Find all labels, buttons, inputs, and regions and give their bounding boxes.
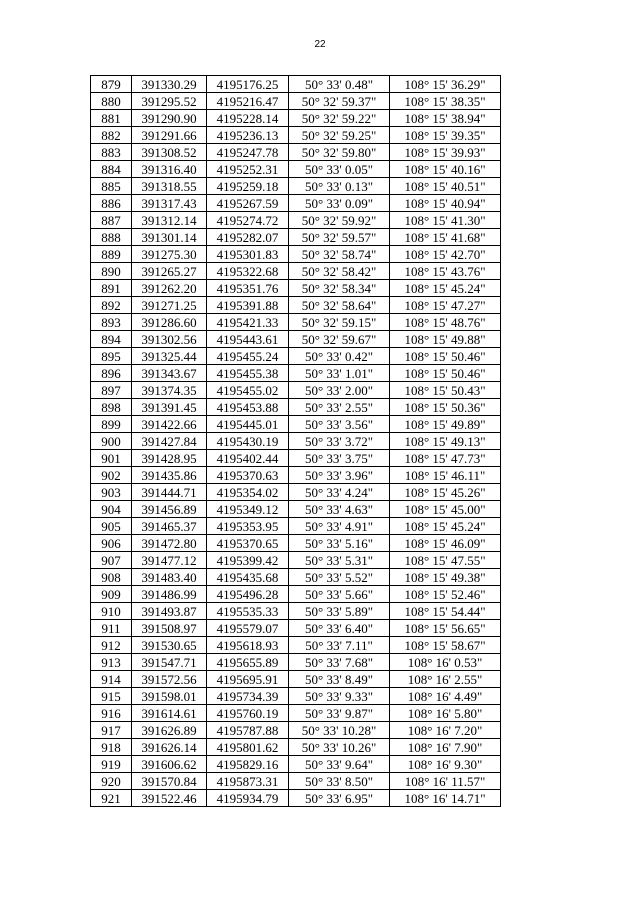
y-coordinate-cell: 4195370.63 <box>207 467 289 484</box>
longitude-cell: 108° 15' 49.88" <box>390 331 501 348</box>
x-coordinate-cell: 391290.90 <box>132 110 207 127</box>
y-coordinate-cell: 4195535.33 <box>207 603 289 620</box>
table-row <box>91 552 501 569</box>
longitude-cell: 108° 15' 38.35" <box>390 93 501 110</box>
point-number-cell: 901 <box>91 450 132 467</box>
y-coordinate-cell: 4195496.28 <box>207 586 289 603</box>
x-coordinate-cell: 391422.66 <box>132 416 207 433</box>
table-row <box>91 450 501 467</box>
longitude-cell: 108° 15' 45.00" <box>390 501 501 518</box>
y-coordinate-cell: 4195176.25 <box>207 76 289 93</box>
y-coordinate-cell: 4195421.33 <box>207 314 289 331</box>
x-coordinate-cell: 391477.12 <box>132 552 207 569</box>
table-row <box>91 722 501 739</box>
y-coordinate-cell: 4195267.59 <box>207 195 289 212</box>
longitude-cell: 108° 15' 40.94" <box>390 195 501 212</box>
table-row <box>91 263 501 280</box>
point-number-cell: 911 <box>91 620 132 637</box>
y-coordinate-cell: 4195216.47 <box>207 93 289 110</box>
point-number-cell: 879 <box>91 76 132 93</box>
table-row <box>91 314 501 331</box>
latitude-cell: 50° 33' 0.42" <box>289 348 390 365</box>
y-coordinate-cell: 4195228.14 <box>207 110 289 127</box>
latitude-cell: 50° 32' 59.57" <box>289 229 390 246</box>
x-coordinate-cell: 391374.35 <box>132 382 207 399</box>
x-coordinate-cell: 391435.86 <box>132 467 207 484</box>
table-row <box>91 603 501 620</box>
table-row <box>91 76 501 93</box>
latitude-cell: 50° 33' 6.40" <box>289 620 390 637</box>
x-coordinate-cell: 391547.71 <box>132 654 207 671</box>
latitude-cell: 50° 33' 0.13" <box>289 178 390 195</box>
point-number-cell: 898 <box>91 399 132 416</box>
table-row <box>91 212 501 229</box>
latitude-cell: 50° 33' 5.89" <box>289 603 390 620</box>
x-coordinate-cell: 391330.29 <box>132 76 207 93</box>
latitude-cell: 50° 32' 59.25" <box>289 127 390 144</box>
table-row <box>91 518 501 535</box>
point-number-cell: 900 <box>91 433 132 450</box>
table-row <box>91 484 501 501</box>
y-coordinate-cell: 4195455.38 <box>207 365 289 382</box>
table-row <box>91 501 501 518</box>
point-number-cell: 891 <box>91 280 132 297</box>
point-number-cell: 917 <box>91 722 132 739</box>
y-coordinate-cell: 4195354.02 <box>207 484 289 501</box>
longitude-cell: 108° 15' 50.46" <box>390 365 501 382</box>
table-row <box>91 280 501 297</box>
latitude-cell: 50° 33' 1.01" <box>289 365 390 382</box>
x-coordinate-cell: 391265.27 <box>132 263 207 280</box>
table-row <box>91 144 501 161</box>
table-row <box>91 297 501 314</box>
latitude-cell: 50° 32' 59.80" <box>289 144 390 161</box>
latitude-cell: 50° 33' 0.48" <box>289 76 390 93</box>
point-number-cell: 915 <box>91 688 132 705</box>
longitude-cell: 108° 15' 40.16" <box>390 161 501 178</box>
point-number-cell: 921 <box>91 790 132 807</box>
x-coordinate-cell: 391522.46 <box>132 790 207 807</box>
longitude-cell: 108° 16' 11.57" <box>390 773 501 790</box>
longitude-cell: 108° 15' 40.51" <box>390 178 501 195</box>
latitude-cell: 50° 32' 59.67" <box>289 331 390 348</box>
latitude-cell: 50° 33' 7.68" <box>289 654 390 671</box>
latitude-cell: 50° 33' 8.49" <box>289 671 390 688</box>
longitude-cell: 108° 16' 2.55" <box>390 671 501 688</box>
latitude-cell: 50° 32' 59.92" <box>289 212 390 229</box>
longitude-cell: 108° 15' 50.43" <box>390 382 501 399</box>
x-coordinate-cell: 391428.95 <box>132 450 207 467</box>
longitude-cell: 108° 16' 7.20" <box>390 722 501 739</box>
point-number-cell: 909 <box>91 586 132 603</box>
point-number-cell: 904 <box>91 501 132 518</box>
point-number-cell: 888 <box>91 229 132 246</box>
longitude-cell: 108° 16' 14.71" <box>390 790 501 807</box>
y-coordinate-cell: 4195236.13 <box>207 127 289 144</box>
latitude-cell: 50° 32' 59.15" <box>289 314 390 331</box>
point-number-cell: 919 <box>91 756 132 773</box>
latitude-cell: 50° 33' 2.55" <box>289 399 390 416</box>
point-number-cell: 907 <box>91 552 132 569</box>
x-coordinate-cell: 391316.40 <box>132 161 207 178</box>
x-coordinate-cell: 391493.87 <box>132 603 207 620</box>
point-number-cell: 880 <box>91 93 132 110</box>
table-row <box>91 705 501 722</box>
table-row <box>91 433 501 450</box>
longitude-cell: 108° 15' 49.38" <box>390 569 501 586</box>
y-coordinate-cell: 4195455.02 <box>207 382 289 399</box>
point-number-cell: 920 <box>91 773 132 790</box>
longitude-cell: 108° 15' 47.55" <box>390 552 501 569</box>
longitude-cell: 108° 15' 42.70" <box>390 246 501 263</box>
latitude-cell: 50° 33' 2.00" <box>289 382 390 399</box>
latitude-cell: 50° 33' 0.05" <box>289 161 390 178</box>
y-coordinate-cell: 4195399.42 <box>207 552 289 569</box>
latitude-cell: 50° 33' 5.31" <box>289 552 390 569</box>
latitude-cell: 50° 32' 58.42" <box>289 263 390 280</box>
x-coordinate-cell: 391317.43 <box>132 195 207 212</box>
table-row <box>91 773 501 790</box>
longitude-cell: 108° 15' 41.68" <box>390 229 501 246</box>
point-number-cell: 881 <box>91 110 132 127</box>
longitude-cell: 108° 16' 5.80" <box>390 705 501 722</box>
y-coordinate-cell: 4195301.83 <box>207 246 289 263</box>
longitude-cell: 108° 15' 43.76" <box>390 263 501 280</box>
longitude-cell: 108° 15' 46.09" <box>390 535 501 552</box>
table-row <box>91 688 501 705</box>
point-number-cell: 883 <box>91 144 132 161</box>
x-coordinate-cell: 391343.67 <box>132 365 207 382</box>
point-number-cell: 892 <box>91 297 132 314</box>
y-coordinate-cell: 4195391.88 <box>207 297 289 314</box>
latitude-cell: 50° 33' 5.16" <box>289 535 390 552</box>
table-row <box>91 467 501 484</box>
point-number-cell: 912 <box>91 637 132 654</box>
page-number: 22 <box>314 39 326 50</box>
y-coordinate-cell: 4195349.12 <box>207 501 289 518</box>
y-coordinate-cell: 4195443.61 <box>207 331 289 348</box>
y-coordinate-cell: 4195787.88 <box>207 722 289 739</box>
y-coordinate-cell: 4195351.76 <box>207 280 289 297</box>
x-coordinate-cell: 391570.84 <box>132 773 207 790</box>
latitude-cell: 50° 32' 58.74" <box>289 246 390 263</box>
x-coordinate-cell: 391508.97 <box>132 620 207 637</box>
point-number-cell: 887 <box>91 212 132 229</box>
y-coordinate-cell: 4195370.65 <box>207 535 289 552</box>
point-number-cell: 890 <box>91 263 132 280</box>
table-row <box>91 535 501 552</box>
y-coordinate-cell: 4195430.19 <box>207 433 289 450</box>
latitude-cell: 50° 33' 3.75" <box>289 450 390 467</box>
point-number-cell: 896 <box>91 365 132 382</box>
x-coordinate-cell: 391472.80 <box>132 535 207 552</box>
table-row <box>91 569 501 586</box>
y-coordinate-cell: 4195274.72 <box>207 212 289 229</box>
x-coordinate-cell: 391318.55 <box>132 178 207 195</box>
longitude-cell: 108° 15' 52.46" <box>390 586 501 603</box>
point-number-cell: 910 <box>91 603 132 620</box>
latitude-cell: 50° 33' 4.63" <box>289 501 390 518</box>
table-row <box>91 756 501 773</box>
point-number-cell: 914 <box>91 671 132 688</box>
point-number-cell: 916 <box>91 705 132 722</box>
latitude-cell: 50° 33' 3.96" <box>289 467 390 484</box>
point-number-cell: 913 <box>91 654 132 671</box>
x-coordinate-cell: 391262.20 <box>132 280 207 297</box>
point-number-cell: 884 <box>91 161 132 178</box>
x-coordinate-cell: 391530.65 <box>132 637 207 654</box>
y-coordinate-cell: 4195353.95 <box>207 518 289 535</box>
x-coordinate-cell: 391286.60 <box>132 314 207 331</box>
longitude-cell: 108° 15' 50.36" <box>390 399 501 416</box>
latitude-cell: 50° 33' 3.56" <box>289 416 390 433</box>
longitude-cell: 108° 15' 48.76" <box>390 314 501 331</box>
x-coordinate-cell: 391391.45 <box>132 399 207 416</box>
longitude-cell: 108° 15' 49.13" <box>390 433 501 450</box>
longitude-cell: 108° 15' 46.11" <box>390 467 501 484</box>
longitude-cell: 108° 15' 45.24" <box>390 280 501 297</box>
x-coordinate-cell: 391308.52 <box>132 144 207 161</box>
latitude-cell: 50° 32' 59.22" <box>289 110 390 127</box>
table-row <box>91 399 501 416</box>
point-number-cell: 903 <box>91 484 132 501</box>
latitude-cell: 50° 33' 0.09" <box>289 195 390 212</box>
table-row <box>91 348 501 365</box>
table-row <box>91 93 501 110</box>
latitude-cell: 50° 32' 59.37" <box>289 93 390 110</box>
table-row <box>91 331 501 348</box>
x-coordinate-cell: 391271.25 <box>132 297 207 314</box>
point-number-cell: 918 <box>91 739 132 756</box>
y-coordinate-cell: 4195655.89 <box>207 654 289 671</box>
y-coordinate-cell: 4195873.31 <box>207 773 289 790</box>
point-number-cell: 897 <box>91 382 132 399</box>
y-coordinate-cell: 4195760.19 <box>207 705 289 722</box>
x-coordinate-cell: 391456.89 <box>132 501 207 518</box>
x-coordinate-cell: 391275.30 <box>132 246 207 263</box>
latitude-cell: 50° 33' 9.64" <box>289 756 390 773</box>
x-coordinate-cell: 391626.89 <box>132 722 207 739</box>
coordinates-table <box>90 75 501 807</box>
longitude-cell: 108° 15' 49.89" <box>390 416 501 433</box>
table-row <box>91 195 501 212</box>
y-coordinate-cell: 4195455.24 <box>207 348 289 365</box>
y-coordinate-cell: 4195445.01 <box>207 416 289 433</box>
table-row <box>91 620 501 637</box>
y-coordinate-cell: 4195247.78 <box>207 144 289 161</box>
point-number-cell: 905 <box>91 518 132 535</box>
latitude-cell: 50° 32' 58.64" <box>289 297 390 314</box>
table-row <box>91 382 501 399</box>
latitude-cell: 50° 33' 8.50" <box>289 773 390 790</box>
longitude-cell: 108° 16' 0.53" <box>390 654 501 671</box>
latitude-cell: 50° 33' 4.24" <box>289 484 390 501</box>
x-coordinate-cell: 391614.61 <box>132 705 207 722</box>
y-coordinate-cell: 4195829.16 <box>207 756 289 773</box>
latitude-cell: 50° 33' 10.28" <box>289 722 390 739</box>
table-row <box>91 178 501 195</box>
y-coordinate-cell: 4195934.79 <box>207 790 289 807</box>
longitude-cell: 108° 15' 45.26" <box>390 484 501 501</box>
longitude-cell: 108° 16' 9.30" <box>390 756 501 773</box>
longitude-cell: 108° 15' 54.44" <box>390 603 501 620</box>
y-coordinate-cell: 4195402.44 <box>207 450 289 467</box>
latitude-cell: 50° 33' 10.26" <box>289 739 390 756</box>
longitude-cell: 108° 16' 7.90" <box>390 739 501 756</box>
latitude-cell: 50° 33' 5.66" <box>289 586 390 603</box>
y-coordinate-cell: 4195579.07 <box>207 620 289 637</box>
point-number-cell: 882 <box>91 127 132 144</box>
latitude-cell: 50° 33' 4.91" <box>289 518 390 535</box>
longitude-cell: 108° 15' 39.93" <box>390 144 501 161</box>
x-coordinate-cell: 391465.37 <box>132 518 207 535</box>
longitude-cell: 108° 15' 47.73" <box>390 450 501 467</box>
y-coordinate-cell: 4195801.62 <box>207 739 289 756</box>
x-coordinate-cell: 391302.56 <box>132 331 207 348</box>
table-row <box>91 246 501 263</box>
longitude-cell: 108° 15' 36.29" <box>390 76 501 93</box>
x-coordinate-cell: 391572.56 <box>132 671 207 688</box>
point-number-cell: 895 <box>91 348 132 365</box>
table-row <box>91 127 501 144</box>
longitude-cell: 108° 15' 41.30" <box>390 212 501 229</box>
latitude-cell: 50° 33' 9.33" <box>289 688 390 705</box>
y-coordinate-cell: 4195259.18 <box>207 178 289 195</box>
point-number-cell: 889 <box>91 246 132 263</box>
x-coordinate-cell: 391427.84 <box>132 433 207 450</box>
latitude-cell: 50° 32' 58.34" <box>289 280 390 297</box>
point-number-cell: 894 <box>91 331 132 348</box>
table-row <box>91 229 501 246</box>
table-row <box>91 110 501 127</box>
x-coordinate-cell: 391626.14 <box>132 739 207 756</box>
coordinates-table-body <box>91 76 501 807</box>
table-row <box>91 671 501 688</box>
x-coordinate-cell: 391312.14 <box>132 212 207 229</box>
y-coordinate-cell: 4195435.68 <box>207 569 289 586</box>
table-row <box>91 739 501 756</box>
longitude-cell: 108° 15' 38.94" <box>390 110 501 127</box>
table-row <box>91 637 501 654</box>
x-coordinate-cell: 391325.44 <box>132 348 207 365</box>
x-coordinate-cell: 391606.62 <box>132 756 207 773</box>
table-row <box>91 586 501 603</box>
table-row <box>91 161 501 178</box>
x-coordinate-cell: 391291.66 <box>132 127 207 144</box>
point-number-cell: 908 <box>91 569 132 586</box>
point-number-cell: 893 <box>91 314 132 331</box>
x-coordinate-cell: 391598.01 <box>132 688 207 705</box>
y-coordinate-cell: 4195695.91 <box>207 671 289 688</box>
point-number-cell: 885 <box>91 178 132 195</box>
longitude-cell: 108° 15' 47.27" <box>390 297 501 314</box>
point-number-cell: 886 <box>91 195 132 212</box>
longitude-cell: 108° 15' 45.24" <box>390 518 501 535</box>
longitude-cell: 108° 15' 56.65" <box>390 620 501 637</box>
x-coordinate-cell: 391295.52 <box>132 93 207 110</box>
x-coordinate-cell: 391483.40 <box>132 569 207 586</box>
latitude-cell: 50° 33' 9.87" <box>289 705 390 722</box>
table-row <box>91 365 501 382</box>
table-row <box>91 416 501 433</box>
y-coordinate-cell: 4195282.07 <box>207 229 289 246</box>
longitude-cell: 108° 15' 50.46" <box>390 348 501 365</box>
y-coordinate-cell: 4195453.88 <box>207 399 289 416</box>
x-coordinate-cell: 391444.71 <box>132 484 207 501</box>
longitude-cell: 108° 15' 58.67" <box>390 637 501 654</box>
y-coordinate-cell: 4195734.39 <box>207 688 289 705</box>
longitude-cell: 108° 16' 4.49" <box>390 688 501 705</box>
point-number-cell: 906 <box>91 535 132 552</box>
longitude-cell: 108° 15' 39.35" <box>390 127 501 144</box>
point-number-cell: 902 <box>91 467 132 484</box>
latitude-cell: 50° 33' 5.52" <box>289 569 390 586</box>
y-coordinate-cell: 4195252.31 <box>207 161 289 178</box>
table-row <box>91 654 501 671</box>
x-coordinate-cell: 391301.14 <box>132 229 207 246</box>
latitude-cell: 50° 33' 3.72" <box>289 433 390 450</box>
table-row <box>91 790 501 807</box>
latitude-cell: 50° 33' 7.11" <box>289 637 390 654</box>
x-coordinate-cell: 391486.99 <box>132 586 207 603</box>
latitude-cell: 50° 33' 6.95" <box>289 790 390 807</box>
point-number-cell: 899 <box>91 416 132 433</box>
y-coordinate-cell: 4195322.68 <box>207 263 289 280</box>
y-coordinate-cell: 4195618.93 <box>207 637 289 654</box>
